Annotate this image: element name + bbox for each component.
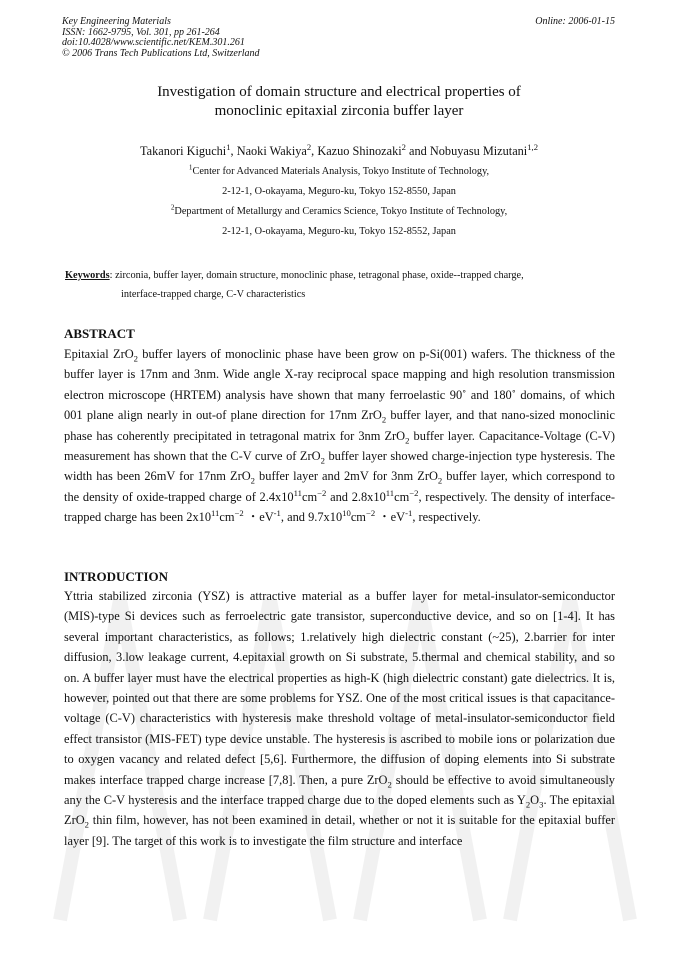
author-separator: and [405, 144, 430, 158]
journal-name: Key Engineering Materials [62, 16, 171, 27]
paper-title-line1: Investigation of domain structure and electrical properties of [157, 84, 521, 100]
keywords-line2: interface-trapped charge, C-V characteristics [121, 289, 306, 300]
author-separator: , [230, 144, 237, 158]
affiliation-mark: 2 [306, 141, 312, 152]
affiliation-mark: 1,2 [527, 141, 538, 152]
keywords-colon: : [109, 270, 116, 281]
author-name: Kazuo Shinozaki [317, 144, 402, 158]
author-list [60, 141, 618, 159]
journal-issn: ISSN: 1662-9795, Vol. 301, pp 261-264 [62, 26, 220, 38]
author-name: Nobuyasu Mizutani [429, 144, 528, 158]
abstract-heading: ABSTRACT [64, 326, 135, 341]
affiliation-mark: 1 [188, 163, 193, 172]
online-date: Online: 2006-01-15 [535, 16, 615, 27]
journal-doi[interactable]: doi:10.4028/www.scientific.net/KEM.301.261 [62, 37, 245, 48]
author-name: Takanori Kiguchi [140, 144, 227, 158]
author-name: Naoki Wakiya [236, 144, 307, 158]
affiliation-text: Department of Metallurgy and Ceramics Science, Tokyo Institute of Technology, [174, 206, 508, 217]
journal-header [62, 17, 260, 59]
affiliation-mark: 1 [226, 141, 231, 152]
keywords-label: Keywords [65, 270, 110, 281]
author-separator: , [311, 144, 318, 158]
affiliation-2-line1 [60, 203, 618, 217]
affiliation-mark: 2 [401, 141, 406, 152]
abstract-text: Epitaxial ZrO$_2$ buffer layers of monoclinic phase have been grow on p-Si(001) wafers. The thickness of the buffer layer is 17nm and 3nm. Wide angle X-ray reciprocal space mapping and high resolution transmission electron microscope (HRTEM) analysis have shown that many ferroelastic 90˚ and 180˚ domains, of which 001 plane align nearly in out-of plane direction for 17nm ZrO$_2$ buffer layer, and that nano-sized monoclinic phase has coherently precipitated in tetragonal matrix for 3nm ZrO$_2$ buffer layer. Capacitance-Voltage (C-V) measurement has shown that the C-V curve of ZrO$_2$ buffer layer showed charge-injection type hysteresis. The width has been 26mV for 17nm ZrO$_2$ buffer layer and 2mV for 3nm ZrO$_2$ buffer layer, which correspond to the density of oxide-trapped charge of $2.4x10^{11}cm^{-2}$ and $2.8x10^{11}cm^{-2}$, respectively. The density of interface-trapped charge has been $2x10^{11}cm^{-2}$ ・$eV^{-1}$, and $9.7x10^{10}cm^{-2}$ ・$eV^{-1}$, respectively. [64, 347, 615, 525]
affiliation-mark: 2 [170, 203, 175, 212]
journal-copyright: © 2006 Trans Tech Publications Ltd, Switzerland [62, 47, 260, 59]
paper-title-line2: monoclinic epitaxial zirconia buffer layer [214, 103, 464, 119]
paper-title [60, 83, 618, 121]
keywords-block [65, 266, 613, 304]
affiliation-1-line2: 2-12-1, O-okayama, Meguro-ku, Tokyo 152-8550, Japan [222, 186, 456, 197]
affiliation-text: Center for Advanced Materials Analysis, Tokyo Institute of Technology, [192, 166, 490, 177]
affiliation-1-line1 [60, 163, 618, 177]
affiliation-2-line2: 2-12-1, O-okayama, Meguro-ku, Tokyo 152-8552, Japan [222, 226, 456, 237]
keywords-line1: zirconia, buffer layer, domain structure, monoclinic phase, tetragonal phase, oxide--trapped charge, [115, 270, 524, 281]
introduction-heading: INTRODUCTION [64, 569, 169, 584]
introduction-text: Yttria stabilized zirconia (YSZ) is attractive material as a buffer layer for metal-insulator-semiconductor (MIS)-type Si devices such as ferroelectric gate transistor, superconductive device, and so on [1-4]. It has several important characteristics, as follows; 1.relatively high dielectric constant (~25), 2.barrier for inter diffusion, 3.low leakage current, 4.epitaxial growth on Si substrate, 5.thermal and chemical stability, and so on. A buffer layer must have the electrical properties as high-K (high dielectric constant) gate dielectrics. It is, however, pointed out that there are some problems for YSZ. One of the most critical issues is that capacitance-voltage (C-V) characteristics with hysteresis make threshold voltage of metal-insulator-semiconductor field effect transistor (MIS-FET) type device unstable. The hysteresis is ascribed to mobile ions or polarization due to oxygen vacancy and related defect [5,6]. Furthermore, the diffusion of doping elements into Si substrate makes interface trapped charge increase [7,8]. Then, a pure ZrO$_2$ should be effective to avoid simultaneously any the C-V hysteresis and the interface trapped charge due to the doped elements such as $Y_2O_3$. The epitaxial ZrO$_2$ thin film, however, has not been examined in detail, whether or not it is suitable for the epitaxial buffer layer [9]. The target of this work is to investigate the film structure and interface [64, 589, 615, 848]
